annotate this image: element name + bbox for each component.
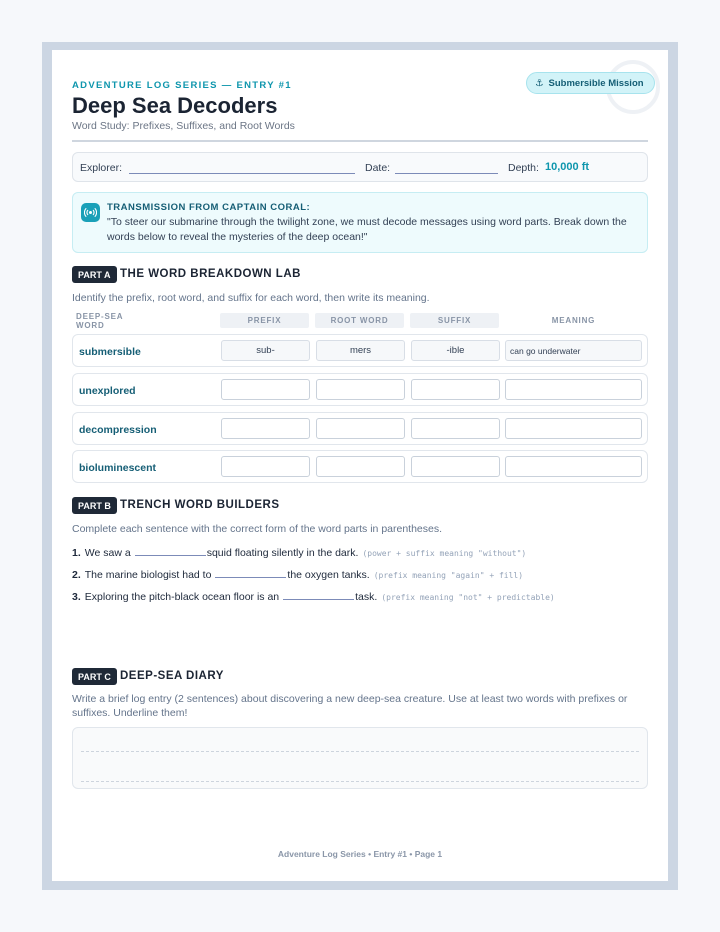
part-a-instructions: Identify the prefix, root word, and suffix for each word, then write its meaning. bbox=[72, 292, 430, 304]
part-b-title: TRENCH WORD BUILDERS bbox=[120, 499, 280, 511]
part-a-tag: PART A bbox=[72, 266, 117, 283]
sentence-start: Exploring the pitch-black ocean floor is an bbox=[84, 591, 280, 603]
sentence-hint: (prefix meaning "not" + predictable) bbox=[381, 593, 555, 602]
part-b-tag: PART B bbox=[72, 497, 117, 514]
sentence-end: squid floating silently in the dark. bbox=[206, 547, 359, 559]
sentence-item bbox=[72, 544, 526, 559]
date-label: Date: bbox=[365, 162, 391, 174]
column-header-suffix: SUFFIX bbox=[410, 313, 499, 328]
part-c-title: DEEP-SEA DIARY bbox=[120, 670, 224, 682]
answer-blank[interactable] bbox=[283, 588, 354, 600]
sentence-end: the oxygen tanks. bbox=[287, 569, 370, 581]
transmission-heading: TRANSMISSION FROM CAPTAIN CORAL: bbox=[107, 202, 311, 213]
suffix-cell[interactable]: -ible bbox=[411, 340, 500, 361]
explorer-info-bar bbox=[72, 152, 648, 182]
meaning-cell[interactable]: can go underwater bbox=[505, 340, 642, 361]
sentence-item bbox=[72, 566, 523, 581]
sentence-start: The marine biologist had to bbox=[84, 569, 212, 581]
root-cell[interactable] bbox=[316, 379, 405, 400]
transmission-message: "To steer our submarine through the twilight zone, we must decode messages using word parts. Break down the words below to reveal the mysteries of the deep ocean!" bbox=[107, 216, 627, 243]
root-cell[interactable]: mers bbox=[316, 340, 405, 361]
page-frame bbox=[42, 42, 678, 890]
table-row bbox=[72, 334, 648, 367]
diary-writing-area[interactable] bbox=[72, 727, 648, 789]
root-cell[interactable] bbox=[316, 418, 405, 439]
suffix-cell[interactable] bbox=[411, 456, 500, 477]
column-header-word: DEEP-SEA WORD bbox=[76, 311, 124, 330]
part-c-tag: PART C bbox=[72, 668, 117, 685]
transmission-box bbox=[72, 192, 648, 253]
root-cell[interactable] bbox=[316, 456, 405, 477]
sentence-item bbox=[72, 588, 555, 603]
answer-blank[interactable] bbox=[215, 566, 286, 578]
mission-badge bbox=[526, 72, 655, 94]
deep-sea-word: unexplored bbox=[79, 385, 136, 397]
deep-sea-word: bioluminescent bbox=[79, 462, 157, 474]
writing-line bbox=[81, 781, 639, 782]
table-row bbox=[72, 450, 648, 483]
suffix-cell[interactable] bbox=[411, 379, 500, 400]
sentence-number: 1. bbox=[72, 547, 81, 559]
part-c-instructions: Write a brief log entry (2 sentences) about discovering a new deep-sea creature. Use at least two words with prefixes or suffixes. Underline them! bbox=[72, 693, 628, 719]
mission-badge-label: Submersible Mission bbox=[548, 77, 644, 89]
deep-sea-word: decompression bbox=[79, 424, 157, 436]
worksheet bbox=[52, 50, 668, 881]
radio-signal-icon bbox=[81, 203, 100, 222]
header-divider bbox=[72, 140, 648, 142]
prefix-cell[interactable] bbox=[221, 456, 310, 477]
prefix-cell[interactable] bbox=[221, 379, 310, 400]
series-label: ADVENTURE LOG SERIES — ENTRY #1 bbox=[72, 80, 292, 91]
column-header-prefix: PREFIX bbox=[220, 313, 309, 328]
column-header-root: ROOT WORD bbox=[315, 313, 404, 328]
sentence-start: We saw a bbox=[84, 547, 131, 559]
sentence-number: 3. bbox=[72, 591, 81, 603]
part-b-instructions: Complete each sentence with the correct form of the word parts in parentheses. bbox=[72, 523, 443, 535]
depth-label: Depth: bbox=[508, 162, 539, 174]
table-row bbox=[72, 373, 648, 406]
sentence-end: task. bbox=[355, 591, 378, 603]
sentence-hint: (power + suffix meaning "without") bbox=[362, 549, 527, 558]
column-header-meaning: MEANING bbox=[551, 316, 596, 325]
explorer-label: Explorer: bbox=[80, 162, 123, 174]
explorer-name-field[interactable] bbox=[129, 173, 355, 174]
part-a-title: THE WORD BREAKDOWN LAB bbox=[120, 268, 301, 280]
page-subtitle: Word Study: Prefixes, Suffixes, and Root Words bbox=[72, 120, 295, 132]
meaning-cell[interactable] bbox=[505, 379, 642, 400]
suffix-cell[interactable] bbox=[411, 418, 500, 439]
meaning-cell[interactable] bbox=[505, 418, 642, 439]
sentence-hint: (prefix meaning "again" + fill) bbox=[373, 571, 524, 580]
table-row bbox=[72, 412, 648, 445]
anchor-icon: ⚓ bbox=[535, 77, 544, 89]
page-title: Deep Sea Decoders bbox=[72, 93, 278, 118]
prefix-cell[interactable] bbox=[221, 418, 310, 439]
meaning-cell[interactable] bbox=[505, 456, 642, 477]
depth-value: 10,000 ft bbox=[545, 161, 590, 173]
answer-blank[interactable] bbox=[135, 544, 206, 556]
sentence-number: 2. bbox=[72, 569, 81, 581]
prefix-cell[interactable]: sub- bbox=[221, 340, 310, 361]
deep-sea-word: submersible bbox=[79, 346, 141, 358]
page-footer: Adventure Log Series • Entry #1 • Page 1 bbox=[277, 849, 443, 859]
date-field[interactable] bbox=[395, 173, 498, 174]
writing-line bbox=[81, 751, 639, 752]
